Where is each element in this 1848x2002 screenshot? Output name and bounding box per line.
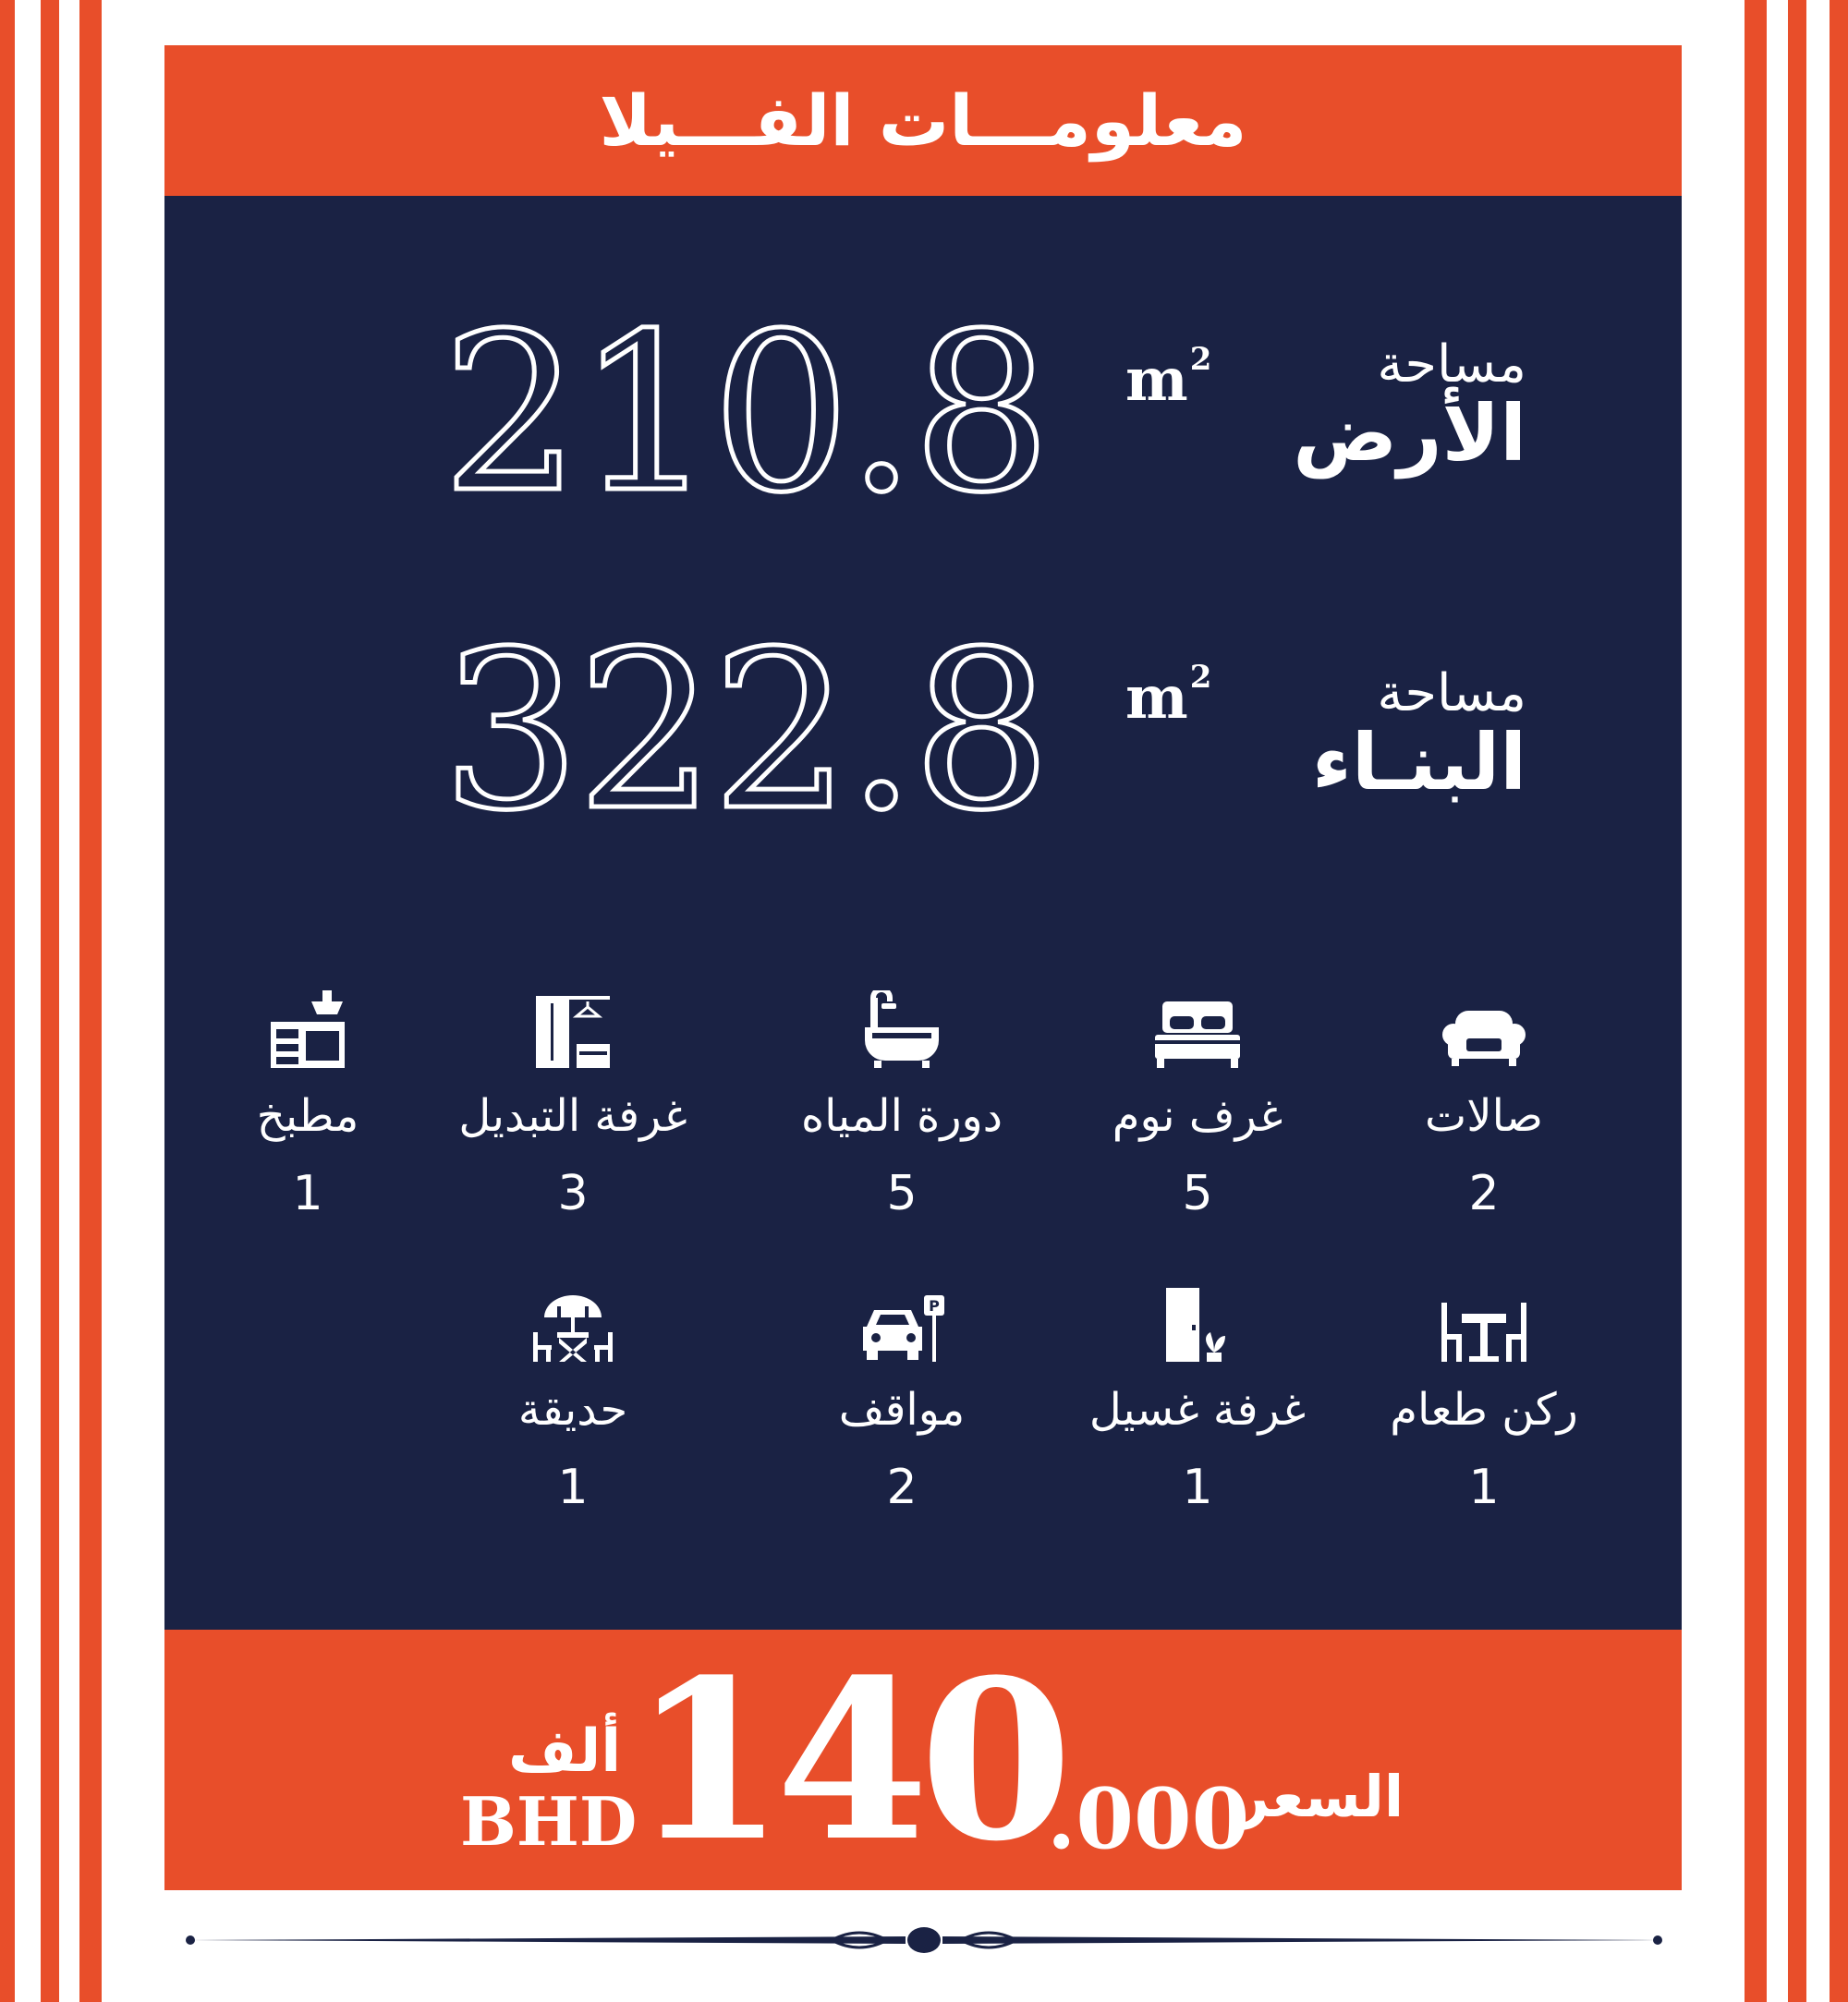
land-area-row bbox=[164, 286, 1682, 540]
feature-dining-area bbox=[1364, 1286, 1604, 1515]
laundry-door-icon bbox=[1077, 1286, 1318, 1362]
ornamental-divider bbox=[185, 1922, 1663, 1959]
building-area-row bbox=[164, 604, 1682, 858]
feature-label: مطبخ bbox=[256, 1090, 359, 1142]
dining-table-icon bbox=[1364, 1286, 1604, 1362]
price-decimal: .000 bbox=[1047, 1770, 1250, 1868]
feature-kitchen bbox=[188, 992, 428, 1221]
left-stripe-mid bbox=[41, 0, 59, 2002]
feature-label: غرفة غسيل bbox=[1088, 1384, 1307, 1436]
price-thousand-label: ألف bbox=[508, 1717, 622, 1786]
feature-dressing-room bbox=[453, 992, 693, 1221]
left-stripe-outer bbox=[0, 0, 15, 2002]
bathtub-icon bbox=[782, 992, 1022, 1068]
feature-laundry-room bbox=[1077, 1286, 1318, 1515]
building-area-label: مساحة البنـاء bbox=[1311, 663, 1526, 807]
feature-label: ركن طعام bbox=[1390, 1384, 1578, 1436]
price-block bbox=[164, 1630, 1682, 1890]
bed-icon bbox=[1077, 992, 1318, 1068]
right-stripe-outer bbox=[1830, 0, 1848, 2002]
feature-label: غرفة التبديل bbox=[458, 1090, 687, 1142]
feature-label: دورة المياه bbox=[800, 1090, 1003, 1142]
feature-label: صالات bbox=[1425, 1090, 1543, 1142]
feature-bathrooms bbox=[782, 992, 1022, 1221]
feature-label: حديقة bbox=[517, 1384, 628, 1436]
info-panel bbox=[164, 196, 1682, 1630]
feature-label: غرف نوم bbox=[1112, 1090, 1283, 1142]
feature-count: 1 bbox=[292, 1166, 323, 1221]
price-banner bbox=[164, 1630, 1682, 1890]
land-area-label: مساحة الأرض bbox=[1293, 334, 1526, 479]
land-area-unit: $m^2$ bbox=[1125, 341, 1212, 415]
feature-bedrooms bbox=[1077, 992, 1318, 1221]
garden-umbrella-icon bbox=[453, 1286, 693, 1362]
kitchen-icon bbox=[188, 992, 428, 1068]
left-stripe-inner bbox=[79, 0, 102, 2002]
price-value: 140 bbox=[632, 1632, 1064, 1890]
title-banner bbox=[164, 45, 1682, 196]
feature-label: مواقف bbox=[838, 1384, 966, 1436]
building-area-unit: $m^2$ bbox=[1125, 659, 1212, 733]
price-currency: BHD bbox=[460, 1782, 638, 1861]
parking-car-icon bbox=[782, 1286, 1022, 1362]
wardrobe-icon bbox=[453, 992, 693, 1068]
building-area-value: 322.8 bbox=[442, 604, 1048, 858]
feature-count: 5 bbox=[886, 1166, 918, 1221]
feature-living-rooms bbox=[1364, 992, 1604, 1221]
feature-count: 1 bbox=[1468, 1460, 1500, 1515]
feature-garden bbox=[453, 1286, 693, 1515]
feature-parking bbox=[782, 1286, 1022, 1515]
svg-text:P: P bbox=[929, 1297, 940, 1315]
feature-count: 1 bbox=[1182, 1460, 1213, 1515]
feature-count: 1 bbox=[557, 1460, 589, 1515]
feature-count: 3 bbox=[557, 1166, 589, 1221]
feature-count: 2 bbox=[1468, 1166, 1500, 1221]
right-stripe-mid bbox=[1788, 0, 1806, 2002]
page-title: معلومـــات الفـــيلا bbox=[599, 79, 1247, 162]
land-area-value: 210.8 bbox=[442, 286, 1048, 540]
sofa-icon bbox=[1364, 992, 1604, 1068]
price-label: السعر bbox=[1236, 1763, 1404, 1830]
feature-count: 5 bbox=[1182, 1166, 1213, 1221]
feature-count: 2 bbox=[886, 1460, 918, 1515]
right-stripe-inner bbox=[1745, 0, 1767, 2002]
